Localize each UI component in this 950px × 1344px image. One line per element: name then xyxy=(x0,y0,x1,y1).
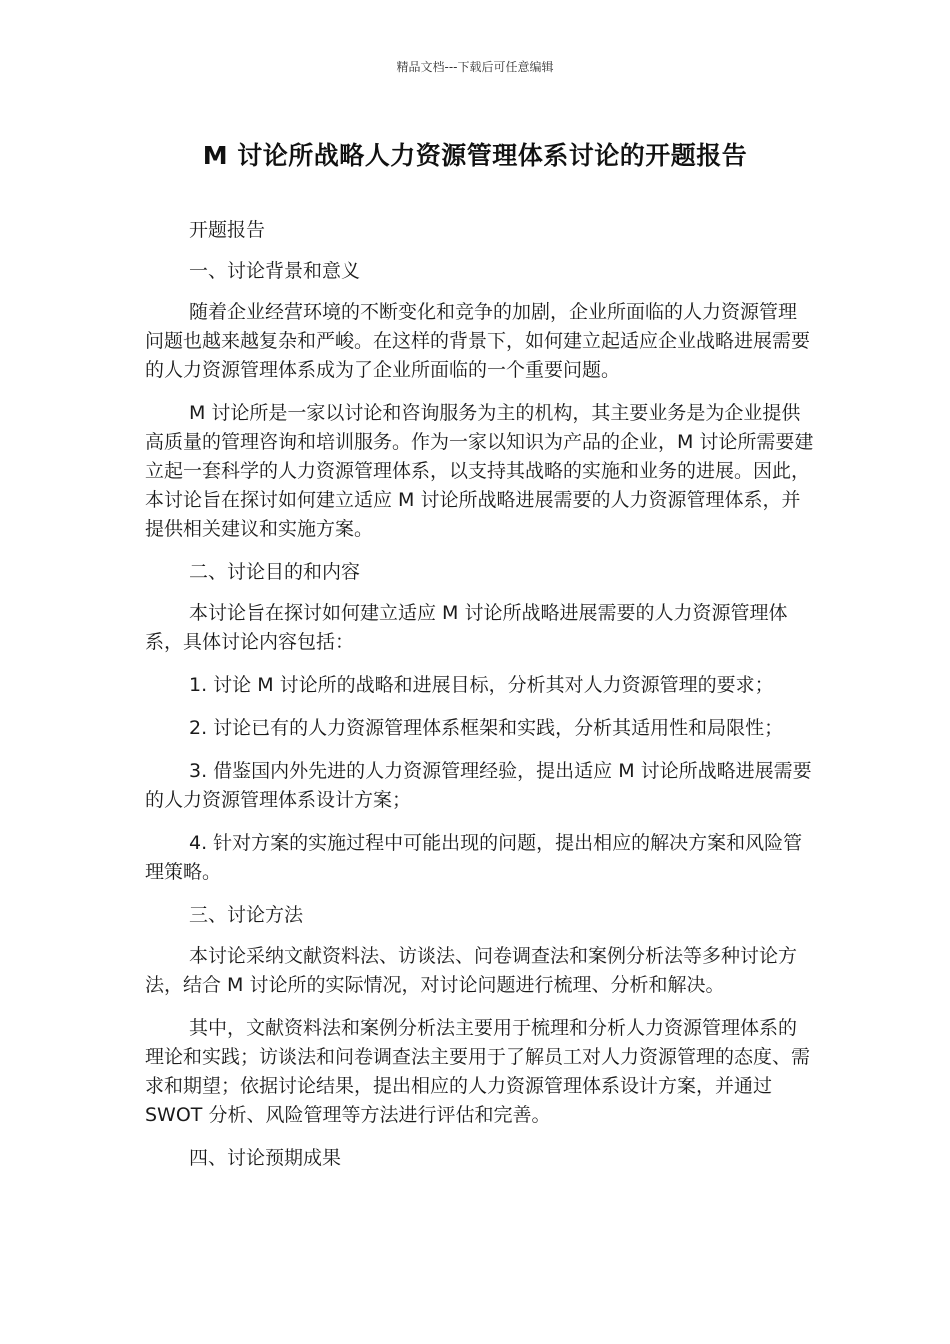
page-header: 精品文档---下载后可任意编辑 xyxy=(396,60,554,74)
section-heading-method: 三、讨论方法 xyxy=(189,904,304,926)
list-item: 1. 讨论 M 讨论所的战略和进展目标，分析其对人力资源管理的要求； xyxy=(189,674,774,696)
section-heading-results: 四、讨论预期成果 xyxy=(189,1147,342,1169)
section-heading-purpose: 二、讨论目的和内容 xyxy=(189,561,361,583)
list-item: 2. 讨论已有的人力资源管理体系框架和实践，分析其适用性和局限性； xyxy=(189,717,784,739)
body-paragraph: 本讨论采纳文献资料法、访谈法、问卷调查法和案例分析法等多种讨论方法，结合 M 讨论所的实际情况，对讨论问题进行梳理、分析和解决。 xyxy=(145,945,798,996)
section-heading-report: 开题报告 xyxy=(189,219,266,241)
list-item: 3. 借鉴国内外先进的人力资源管理经验，提出适应 M 讨论所战略进展需要的人力资源管理体系设计方案； xyxy=(145,760,812,811)
list-item: 4. 针对方案的实施过程中可能出现的问题，提出相应的解决方案和风险管理策略。 xyxy=(145,832,803,883)
body-paragraph: M 讨论所是一家以讨论和咨询服务为主的机构，其主要业务是为企业提供高质量的管理咨询和培训服务。作为一家以知识为产品的企业，M 讨论所需要建立起一套科学的人力资源管理体系，以支持其战略的实施和业务的进展。因此，本讨论旨在探讨如何建立适应 M 讨论所战略进展需要的人力资源管理体系，并提供相关建议和实施方案。 xyxy=(145,402,814,540)
document-title: M 讨论所战略人力资源管理体系讨论的开题报告 xyxy=(202,141,748,170)
body-paragraph: 本讨论旨在探讨如何建立适应 M 讨论所战略进展需要的人力资源管理体系，具体讨论内容包括： xyxy=(145,602,788,653)
section-heading-background: 一、讨论背景和意义 xyxy=(189,260,361,282)
document-body xyxy=(145,216,815,1185)
body-paragraph: 其中，文献资料法和案例分析法主要用于梳理和分析人力资源管理体系的理论和实践；访谈法和问卷调查法主要用于了解员工对人力资源管理的态度、需求和期望；依据讨论结果，提出相应的人力资源管理体系设计方案，并通过 SWOT 分析、风险管理等方法进行评估和完善。 xyxy=(145,1017,811,1126)
body-paragraph: 随着企业经营环境的不断变化和竞争的加剧，企业所面临的人力资源管理问题也越来越复杂和严峻。在这样的背景下，如何建立起适应企业战略进展需要的人力资源管理体系成为了企业所面临的一个重要问题。 xyxy=(145,301,811,381)
